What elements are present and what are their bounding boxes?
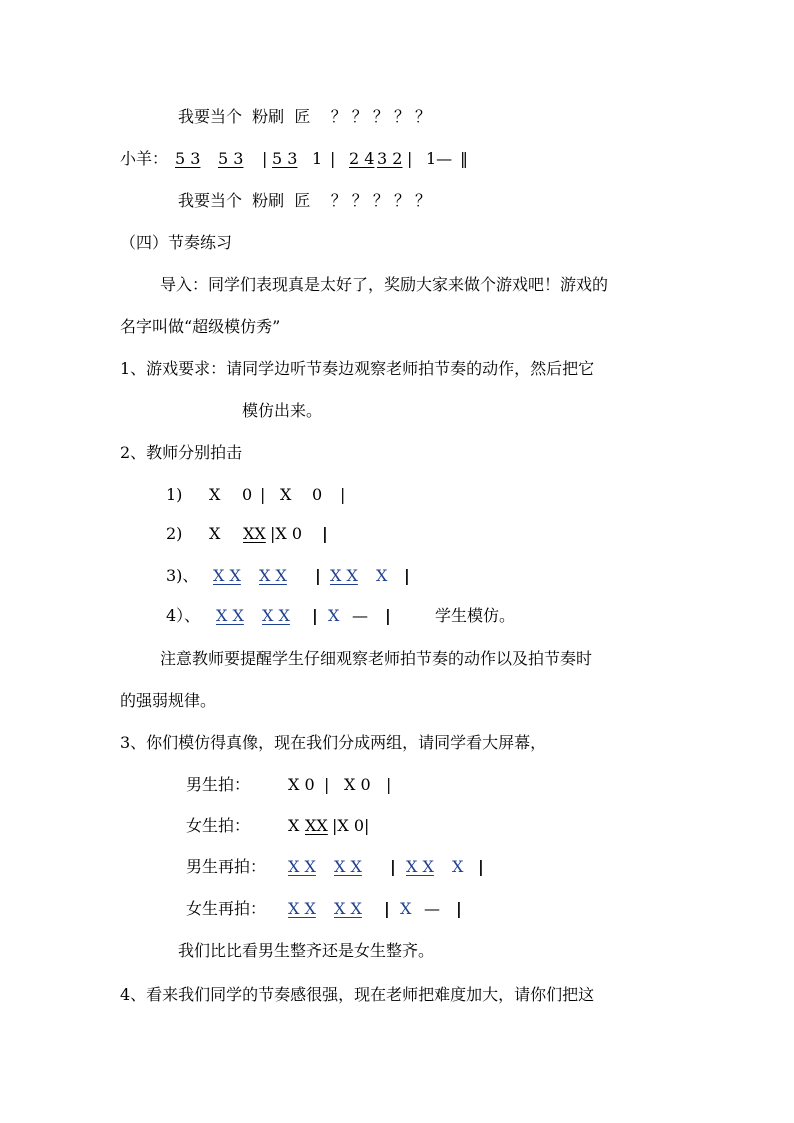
item-3: 3、你们模仿得真像，现在我们分成两组，请同学看大屏幕， (120, 733, 547, 752)
rhythm-2-number: 2) (166, 524, 183, 543)
rhythm-4-note: 学生模仿。 (435, 606, 516, 625)
item-2: 2、教师分别拍击 (120, 443, 243, 462)
rhythm-1-number: 1) (166, 485, 183, 504)
song-note-group-5: 2 4 (349, 149, 375, 168)
section-title: （四）节奏练习 (120, 233, 233, 252)
group-4-barline-1: | (384, 899, 390, 918)
song-note-group-6: 3 2 (377, 149, 403, 168)
lyrics-line-2: 我要当个 粉刷 匠 ？ ？ ？ ？ ？ (178, 191, 432, 210)
rhythm-3-beat-b: X X (259, 566, 287, 585)
song-barline-3: | (407, 149, 413, 168)
rhythm-3-barline-1: | (315, 566, 321, 585)
group-1-label: 男生拍： (186, 775, 251, 794)
note-line-1: 注意教师要提醒学生仔细观察老师拍节奏的动作以及拍节奏时 (160, 649, 593, 668)
rhythm-2-barline: | (322, 524, 328, 543)
song-barline-2: | (330, 149, 336, 168)
song-end-barline: ‖ (460, 149, 468, 168)
song-note-group-1: 5 3 (175, 149, 201, 168)
group-4-barline-2: | (456, 899, 462, 918)
rhythm-4-dash: — (352, 606, 368, 625)
item-4: 4、看来我们同学的节奏感很强，现在老师把难度加大，请你们把这 (120, 985, 595, 1004)
group-2-beat-a: X (288, 816, 300, 835)
group-4-beat-b: X X (334, 899, 362, 918)
rhythm-2-beat-b: XX (243, 524, 266, 543)
group-2-beat-b: XX (305, 816, 328, 835)
song-note-4: 1 (312, 149, 323, 168)
rhythm-3-beat-c: X X (330, 566, 358, 585)
rhythm-1-beat-c: X (280, 485, 292, 504)
item-1-line-2: 模仿出来。 (242, 401, 323, 420)
rhythm-1-barline-1: | (260, 485, 266, 504)
rhythm-4-beat-c: X (328, 606, 340, 625)
rhythm-1-barline-2: | (340, 485, 346, 504)
rhythm-4-barline-1: | (312, 606, 318, 625)
rhythm-3-barline-2: | (404, 566, 410, 585)
rhythm-3-beat-d: X (376, 566, 388, 585)
group-1-barline-1: | (324, 775, 330, 794)
item-1-line-1: 1、游戏要求：请同学边听节奏边观察老师拍节奏的动作，然后把它 (120, 359, 595, 378)
rhythm-1-beat-b: 0 (242, 485, 253, 504)
group-3-beat-a: X X (288, 857, 316, 876)
song-note-7: 1— (426, 149, 453, 168)
compare-line: 我们比比看男生整齐还是女生整齐。 (178, 941, 435, 960)
group-1-beat-b: X 0 (344, 775, 371, 794)
group-4-label: 女生再拍： (186, 899, 267, 918)
rhythm-3-number: 3)、 (166, 566, 199, 585)
rhythm-3-beat-a: X X (213, 566, 241, 585)
group-4-dash: — (424, 899, 440, 918)
group-3-barline-1: | (390, 857, 396, 876)
rhythm-4-beat-b: X X (262, 606, 290, 625)
rhythm-2-beat-a: X (209, 524, 221, 543)
rhythm-4-number: 4）、 (166, 606, 201, 625)
song-note-group-2: 5 3 (218, 149, 244, 168)
note-line-2: 的强弱规律。 (120, 691, 217, 710)
group-2-label: 女生拍： (186, 816, 251, 835)
group-1-beat-a: X 0 (288, 775, 315, 794)
group-2-beat-c: |X 0| (332, 816, 370, 835)
group-3-beat-c: X X (406, 857, 434, 876)
group-3-beat-b: X X (334, 857, 362, 876)
rhythm-4-beat-a: X X (216, 606, 244, 625)
lyrics-line-1: 我要当个 粉刷 匠 ？ ？ ？ ？ ？ (178, 107, 432, 126)
group-3-barline-2: | (478, 857, 484, 876)
rhythm-1-beat-d: 0 (312, 485, 323, 504)
group-4-beat-c: X (400, 899, 412, 918)
group-4-beat-a: X X (288, 899, 316, 918)
group-3-label: 男生再拍： (186, 857, 267, 876)
song-barline-1: | (262, 149, 268, 168)
song-label: 小羊： (120, 149, 169, 168)
rhythm-1-beat-a: X (209, 485, 221, 504)
rhythm-2-beat-c: |X 0 (270, 524, 303, 543)
rhythm-4-barline-2: | (385, 606, 391, 625)
song-note-group-3: 5 3 (272, 149, 298, 168)
group-1-barline-2: | (386, 775, 392, 794)
group-3-beat-d: X (452, 857, 464, 876)
intro-line-1: 导入：同学们表现真是太好了，奖励大家来做个游戏吧！游戏的 (160, 275, 609, 294)
intro-line-2: 名字叫做“超级模仿秀” (120, 317, 281, 336)
